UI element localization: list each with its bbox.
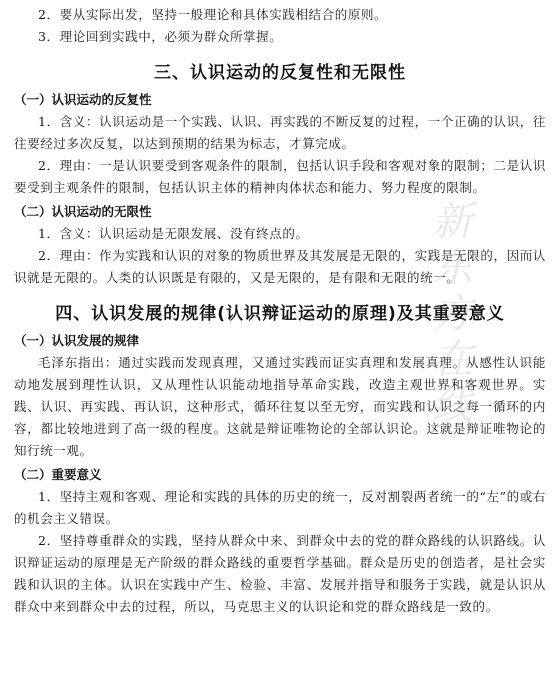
section-4-sub2-heading: （二）重要意义: [14, 467, 102, 482]
watermark-decoration: 新东方在线: [426, 200, 472, 430]
section-3-sub2-paragraph-1: 1．含义：认识运动是无限发展、没有终点的。: [38, 226, 309, 241]
section-4-sub2-paragraph-2: 2．坚持尊重群众的实践，坚持从群众中来、到群众中去的党的群众路线的认识路线。认识辩证运动的原理是无产阶级的群众路线的重要哲学基础。群众是历史的创造者，是社会实践和认识的主体。认识在实践中产生、检验、丰富、发展并指导和服务于实践，就是认识从群众中来到群众中去的过程，所以，马克思主义的认识论和党的群众路线是一致的。: [14, 533, 546, 614]
section-3-sub2-heading: （二）认识运动的无限性: [14, 204, 152, 219]
paragraph-top-3: 3．理论回到实践中，必须为群众所掌握。: [38, 29, 283, 44]
section-3-title: 三、认识运动的反复性和无限性: [154, 63, 406, 83]
section-4-sub2-paragraph-1: 1．坚持主观和客观、理论和实践的具体的历史的统一，反对割裂两者统一的“左”的或右的机会主义错误。: [14, 489, 546, 526]
paragraph-top-2: 2．要从实际出发，坚持一般理论和具体实践相结合的原则。: [38, 7, 388, 22]
section-3-sub1-heading: （一）认识运动的反复性: [14, 92, 152, 107]
section-4-sub1-paragraph-1: 毛泽东指出：通过实践而发现真理，又通过实践而证实真理和发展真理。从感性认识能动地发展到理性认识，又从理性认识能动地指导革命实践，改造主观世界和客观世界。实践、认识、再实践、再认识，这种形式，循环往复以至无穷，而实践和认识之每一循环的内容，都比较地进到了高一级的程度。这就是辩证唯物论的全部认识论。这就是辩证唯物论的知行统一观。: [14, 355, 546, 458]
section-4-sub1-heading: （一）认识发展的规律: [14, 333, 140, 348]
section-4-title: 四、认识发展的规律(认识辩证运动的原理)及其重要意义: [55, 304, 505, 324]
section-3-sub1-paragraph-1: 1．含义：认识运动是一个实践、认识、再实践的不断反复的过程，一个正确的认识，往往要经过多次反复，以达到预期的结果为标志，才算完成。: [14, 114, 546, 151]
section-3-sub1-paragraph-2: 2．理由：一是认识要受到客观条件的限制，包括认识手段和客观对象的限制；二是认识要受到主观条件的限制，包括认识主体的精神肉体状态和能力、努力程度的限制。: [14, 158, 546, 195]
section-3-sub2-paragraph-2: 2．理由：作为实践和认识的对象的物质世界及其发展是无限的，实践是无限的，因而认识就是无限的。人类的认识既是有限的，又是无限的，是有限和无限的统一。: [14, 248, 546, 285]
